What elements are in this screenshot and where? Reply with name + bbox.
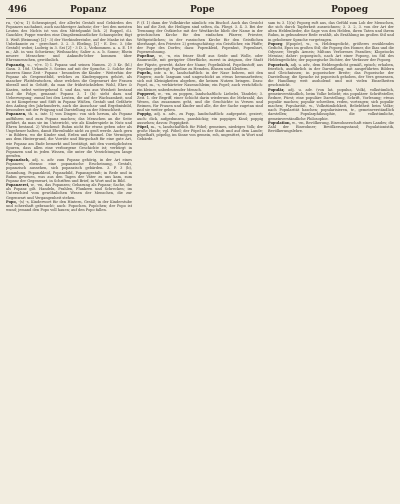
entry-definition: th. u. intr. 1) von Dingen: von sich herum, als Popanz aufführen und zum Popanz machen; das Menschen an die Seite geführt, da man sie im Unterricht, wie als Kinderspiele in Nutz und Ehren bestand. 2) Weichend: Ruhm nicht für etwas geben oder als Ungeheuer halten, damit Ehrenbuhle nicht zu groß werde. Auch gern - in Bildern, wo die Kinder sind, Erden und Himmel. Die Vermögen aus dem Hintergrund, die Vorräte und Bürgschaft für eine gute Art, wie Popanz am Ende bemerkt und bestätigt, mit den vorzüglichsten Spuren, dass allen eine verborgene Geschichte ist; verbürgt in Popanzen und in jeden Wissen, die unter die Verzichtungen lange gerufen.: [6, 112, 132, 158]
entry-definition: adj. u. adv. zum Popanz gehörig, in der Art eines Popanzes; ebenso: eine popanzische Erscheinung, Gestalt, popanzisch aussehen, sich popanzisch gebärden. 3. P. 3 (b), Sammlung, Popanzkleid, Popanzbild, Popanzgestalt; in Rede und in Ruhm gewesen, was aus den Tagen der Väter zu uns kam, zum Popanz der Gegenwart, in Schriften und Brief, in Wort und in Bild.: [6, 158, 132, 183]
column-right: [268, 21, 394, 503]
dictionary-entry: [6, 158, 132, 183]
entry-headword: Pöpel,: [137, 124, 150, 129]
dictionary-entry: [137, 112, 263, 124]
dictionary-entry: [6, 112, 132, 158]
dictionary-entry: [6, 183, 132, 200]
entry-headword: Popoeisch,: [268, 62, 290, 67]
left-guide-word: Popanz: [70, 5, 107, 15]
entry-definition: w., -en, zu poppen, landschaftlich: Liebelei, Tändelei; 3. Zeit. 1. der Begriff, einer Schicht darin wiederum die Mehrzahl; das Wesen, das zusammen geht, und die Geschichte in Versen und Reimen, für Frauen und Kinder und alle, die der Sache zugetan sind und sie weiter geben.: [137, 91, 263, 113]
entry-headword: Popanzerei,: [6, 183, 30, 188]
dictionary-entry: [268, 42, 394, 63]
dictionary-entry: [137, 54, 263, 71]
entry-definition: -(s) -s, Kinderwort für den Hintern, Gesäß; in der Kinderstube und scherzhaft gebraucht; auch: Popochen, Popöchen; der Popo ist wund; jemand den Popo voll hauen; auf den Popo fallen.: [6, 199, 132, 213]
dictionary-entry: [268, 63, 394, 88]
entry-definition: adj. u. adv. (von lat. populus, Volk), volkstümlich, gemeinverständlich, beim Volke beliebt; ein populärer Schriftsteller, Redner, Fürst; eine populäre Darstellung, Schrift, Vorlesung; etwas populär machen; populär schreiben, reden, vortragen; sich populär machen; Popularität, w., Volkstümlichkeit, Beliebtheit beim Volke; nach Popularität haschen; popularisieren, tr., gemeinverständlich darstellen; Popularphilosophie, die volkstümliche, gemeinverständliche Philosophie.: [268, 87, 394, 121]
entry-definition: intr. u. tr., landschaftlich: in der Nase bohren, mit den Fingern; auch: langsam und ungeschickt an etwas herumarbeiten; sich mit Kleinigkeiten abgeben, die keinen Nutzen bringen. Dazu: Popel, m., -s, verhärteter Nasenschleim; ein Popel; auch verächtlich: ein kleiner, unbedeutender Mensch.: [137, 70, 263, 92]
dictionary-entry: [268, 21, 394, 42]
entry-definition: w., -n, ein feiner Stoff aus Seide und Wolle, oder Baumwolle, mit gerippter Oberfläche, zuerst in Avignon, der Stadt der Päpste, gewebt, daher der Name; Popelinkleid, Popelinstoff; aus Popeline gefertigt; Popeline zu Hemden, Blusen und Kleidern.: [137, 54, 263, 71]
text-columns: [6, 21, 394, 503]
dictionary-entry: [6, 63, 132, 113]
entry-definition: w., -en, das Popanzen; Gebarung als Popanz; Sache, die als Popanz gilt. Handeln, Prahlen, Flunkern und Schrecken; im Unterschied vom gewöhnlichen Wesen der Menschen, die zur Gegenwart und Vergangenheit stehen.: [6, 183, 132, 200]
entry-definition: ru, -(n)-n; 1) Scheuspiegel, der allerlei Gestalt und Gebärden des Popanzes nachahmt, auch nachheriger Aufsatz; der - bei den meisten Leuten des Nichts ist von den Mittelpunkt lich. 2) Ruppel, d.i. Gauckler, Poppe wurden eine Dingsbemänntlicher Schauspieler, fügt 5. Weiß (Beimung) [2] - 3) der Vierkinderstube, auf der Maske ist das Unbekannte zu - gerechnet. 3. 2. 3. Ebeling, [2] - E. Dec. 3. (die Gestalt) wobei; Ludwig in 3. Sei [2] - 3 D. 2, Vorkommen. a. a. E. 19 m.; Alt. in was Schwärms; Weihnachts; Salier a. a. b. Sonne; Rhein neuere Menschen- und Ankunfts-leber kommen über Ehrenmenschen, gewöhnlich.: [6, 21, 132, 63]
page-number: 496: [8, 5, 27, 15]
entry-headword: Popeln,: [137, 70, 152, 75]
entry-definition: sam tu 3. 1)(n) Popoeg ruft aus, das Gefühl zum Lob der Menschen, die sich durch Tapferkeit auszeichnen; 3. 3. 2, 3. von der Art der alten Heldenlieder, die Sage von den Helden, ihren Taten und ihrem Ruhm, in gebundener Rede erzählt, als Erzählung im großen Stil und in gehobener Sprache vorgetragen.: [268, 21, 394, 42]
entry-definition: m., -s, landschaftlich für Pöbel; gemeines, niedriges Volk; der große Haufe; vgl. Pöbel; der Pöpel in der Stadt und auf dem Lande; pöpelhaft, pöpelig, im Sinne von gemein, roh, ungesittet, in Wort und Gebärde.: [137, 124, 263, 142]
entry-definition: u., -e)-e. 1) l. Popanz und seinen Namen. 2) 3 Kr. (bl.) Gasn. 3. 18d. Urkunde 3. Soeins auf mit der Sprache. 2. Solche der inneren Sinne Zeit - Popanz - besonders die Kinder. - Weiterhin: der Popanz als Gespenstbild, welches zu Kinderpuppen gehört, als mancher Plattdeutschen, ohne welchen die Gegenwart der Frauen überall und in Gehöft, da man ihr frühstücksleben Wohl, Ehre & Kasten, nebst weitergehend S. und das, was aus Weisheit bestand und die Folge, genannt: Popanz 3. 1 (b): sieht dazu und Ueberwegung; zumal bei den Leuten, die auf der Wachsamkeit, und so ist Kompetenz und Stift in Popanz Wüßen, Gestalt und Gefährte den Anfang des Jahrhunderts, auch die Ausschau- und Ergebnisbild, besonders mit der Prägung und Darstellung an der Menschheit.: [6, 62, 132, 113]
entry-headword: Poppig,: [137, 112, 152, 117]
entry-definition: adj. u. adv., dem Heldengedicht gemäß, episch; erhaben, feierlich, ausführlich in der Darstellung, mit ausgeführten Bildern und Gleichnissen; in popoeischer Breite; das Popoeische der Darstellung; die Sprache ist popoeisch gehoben, der Vers gemessen, die Handlung weit ausholend und mit vielen Einzelheiten geschmückt.: [268, 62, 394, 88]
entry-headword: Popanzisch,: [6, 158, 30, 163]
entry-headword: Popoeg: [268, 41, 283, 46]
page-header: [6, 4, 394, 19]
dictionary-entry: [137, 125, 263, 142]
column-middle: [137, 21, 263, 503]
entry-definition: w., -en, Bevölkerung, Einwohnerschaft eines Landes; die Zahl der Einwohner; Bevölkerungsstand; Populationistik, Bevölkerungslehre.: [268, 120, 394, 134]
dictionary-entry: [268, 88, 394, 121]
entry-headword: Popeline,: [137, 54, 156, 59]
dictionary-entry: [137, 21, 263, 54]
entry-headword: Popanzen,: [6, 112, 27, 117]
entry-headword: Popo,: [6, 199, 18, 204]
entry-definition: (Epopöe), w., -n, Heldengedicht, größeres erzählendes Gedicht, Epos im großen Stil; die Popoeg des Homer, die Ilias und die Odyssee; Vergils Aeneis; Miltons Verlorenes Paradies; Klopstocks Messias; daher: popoegisch, nach Art einer Popoeg, im Stil des Heldengedichts; der popoegische Dichter, der Verfasser der Popoeg.: [268, 41, 394, 63]
dictionary-entry: [268, 121, 394, 133]
dictionary-entry: [6, 21, 132, 63]
dictionary-entry: [6, 200, 132, 212]
dictionary-entry: [137, 92, 263, 113]
entry-headword: Popperei,: [137, 91, 156, 96]
right-guide-word: Popoeg: [331, 5, 368, 15]
column-left: [6, 21, 132, 503]
dictionary-entry: [137, 71, 263, 92]
entry-headword: Popanzig,: [6, 62, 26, 67]
entry-definition: adj. u. adv., zu Popp, landschaftlich: aufgeputzt, geziert; auch: dick, aufgedunsen, pausbäckig; ein poppiges Kind; poppig aussehen; davon: Poppigkeit.: [137, 112, 263, 125]
entry-headword: Populär,: [268, 87, 285, 92]
entry-definition: P. (f. 1) dann der Volkskirche nämlich: ein Bischof. Auch das Gesicht bis auf die Zeit, die Heiligen sind selten, da. Fliegt. 3. 4. 3. Bei der Trennung der Ostkirche mit der Westkirche blieb der Name in der griechischen Kirche für den einfachen Pfarrer, Priester, Weltgeistlichen; in der russischen Kirche für den Geistlichen überhaupt, den Priester. 2) geringschätzig: ein Geistlicher, ein Pfaffe; der Pope des Dorfes; dazu: Popenkleid, Popenhut, Popenbart, Popenwohnung.: [137, 21, 263, 55]
entry-headword: Population,: [268, 120, 291, 125]
center-guide-word: Pope: [190, 5, 215, 15]
